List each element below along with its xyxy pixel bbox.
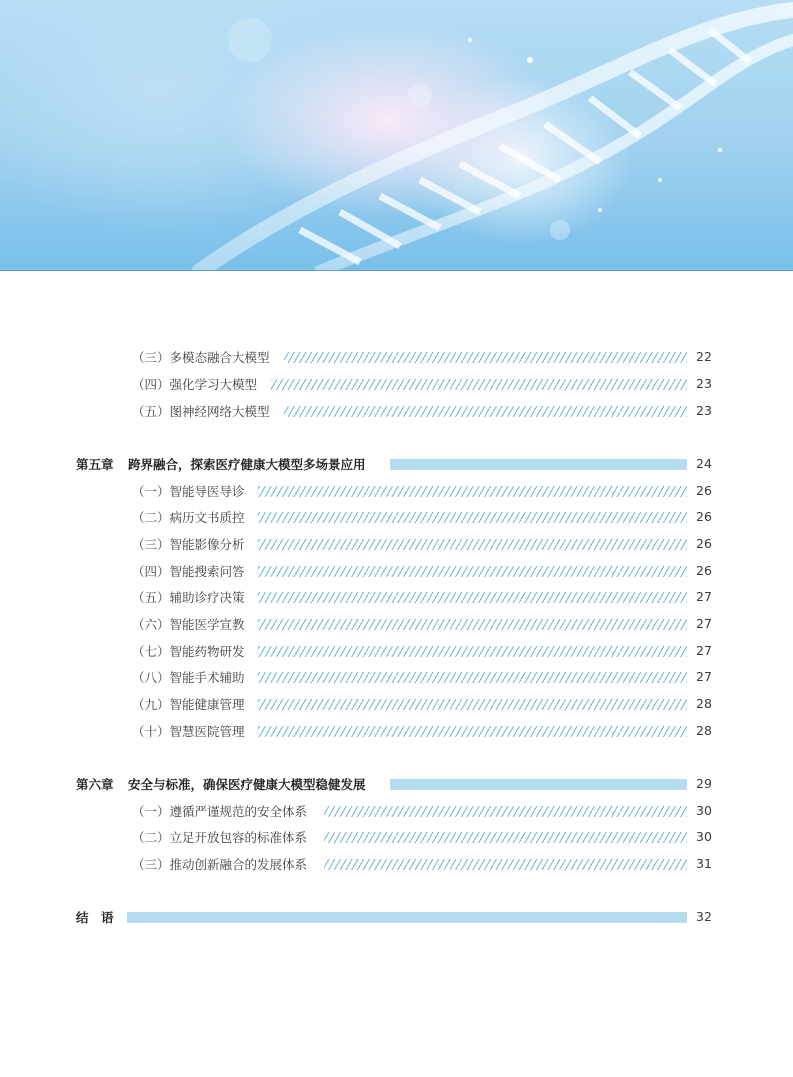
toc-entry-label: （一）智能导医导诊 xyxy=(132,484,245,499)
toc-leader-hatched xyxy=(258,646,687,657)
toc-entry-page: 27 xyxy=(696,643,712,658)
toc-leader-hatched xyxy=(258,539,687,550)
chapter-number: 第六章 xyxy=(76,777,114,792)
toc-leader-hatched xyxy=(324,859,687,870)
toc-entry[interactable] xyxy=(132,562,722,580)
toc-entry[interactable] xyxy=(132,668,722,686)
toc-entry[interactable] xyxy=(132,508,722,526)
chapter-title: 跨界融合，探索医疗健康大模型多场景应用 xyxy=(128,457,366,472)
toc-entry-page: 26 xyxy=(696,509,712,524)
toc-entry-page: 23 xyxy=(696,376,712,391)
toc-leader-hatched xyxy=(284,352,687,363)
toc-entry[interactable] xyxy=(132,535,722,553)
toc-entry-page: 27 xyxy=(696,589,712,604)
toc-leader-hatched xyxy=(258,699,687,710)
toc-entry[interactable] xyxy=(132,722,722,740)
toc-leader-hatched xyxy=(258,619,687,630)
toc-entry-page: 26 xyxy=(696,483,712,498)
toc-leader-hatched xyxy=(258,512,687,523)
toc-entry-label: （五）辅助诊疗决策 xyxy=(132,590,245,605)
chapter-number: 第五章 xyxy=(76,457,114,472)
toc-entry-label: （七）智能药物研发 xyxy=(132,644,245,659)
toc-entry-page: 27 xyxy=(696,669,712,684)
toc-leader-hatched xyxy=(324,806,687,817)
toc-entry[interactable] xyxy=(132,695,722,713)
toc-entry[interactable] xyxy=(132,855,722,873)
toc-leader-hatched xyxy=(258,726,687,737)
toc-entry-label: （九）智能健康管理 xyxy=(132,697,245,712)
header-banner-image xyxy=(0,0,793,271)
chapter-title: 安全与标准，确保医疗健康大模型稳健发展 xyxy=(128,777,366,792)
toc-entry-page: 23 xyxy=(696,403,712,418)
toc-entry-page: 31 xyxy=(696,856,712,871)
toc-leader-bar xyxy=(127,912,687,923)
toc-entry-label: （三）多模态融合大模型 xyxy=(132,350,270,365)
toc-leader-hatched xyxy=(258,672,687,683)
toc-leader-hatched xyxy=(258,566,687,577)
toc-leader-hatched xyxy=(258,592,687,603)
toc-chapter-6[interactable] xyxy=(76,775,722,793)
toc-entry-page: 24 xyxy=(696,456,712,471)
toc-entry-label: （六）智能医学宣教 xyxy=(132,617,245,632)
toc-entry-page: 29 xyxy=(696,776,712,791)
toc-entry[interactable] xyxy=(132,375,722,393)
toc-entry-label: （四）智能搜索问答 xyxy=(132,564,245,579)
toc-entry[interactable] xyxy=(132,615,722,633)
toc-entry-page: 26 xyxy=(696,563,712,578)
banner-divider xyxy=(0,270,793,271)
conclusion-title: 结 语 xyxy=(76,910,114,925)
toc-entry-page: 28 xyxy=(696,723,712,738)
toc-entry[interactable] xyxy=(132,828,722,846)
toc-entry-label: （二）立足开放包容的标准体系 xyxy=(132,830,308,845)
toc-entry[interactable] xyxy=(132,482,722,500)
toc-entry[interactable] xyxy=(132,588,722,606)
toc-entry-label: （十）智慧医院管理 xyxy=(132,724,245,739)
toc-entry-page: 26 xyxy=(696,536,712,551)
toc-entry-page: 27 xyxy=(696,616,712,631)
toc-entry-page: 30 xyxy=(696,803,712,818)
toc-chapter-5[interactable] xyxy=(76,455,722,473)
toc-entry-page: 28 xyxy=(696,696,712,711)
toc-entry-label: （三）推动创新融合的发展体系 xyxy=(132,857,308,872)
toc-leader-hatched xyxy=(284,406,687,417)
toc-entry-label: （五）图神经网络大模型 xyxy=(132,404,270,419)
toc-leader-bar xyxy=(390,459,687,470)
toc-entry[interactable] xyxy=(132,642,722,660)
toc-entry-page: 32 xyxy=(696,909,712,924)
toc-entry[interactable] xyxy=(132,802,722,820)
toc-entry-label: （八）智能手术辅助 xyxy=(132,670,245,685)
toc-entry-label: （二）病历文书质控 xyxy=(132,510,245,525)
toc-entry[interactable] xyxy=(132,402,722,420)
dna-helix-illustration xyxy=(0,0,793,271)
toc-entry-page: 30 xyxy=(696,829,712,844)
toc-leader-bar xyxy=(390,779,687,790)
toc-leader-hatched xyxy=(258,486,687,497)
toc-entry-label: （三）智能影像分析 xyxy=(132,537,245,552)
toc-entry-label: （一）遵循严谨规范的安全体系 xyxy=(132,804,308,819)
toc-leader-hatched xyxy=(271,379,687,390)
toc-entry-label: （四）强化学习大模型 xyxy=(132,377,258,392)
toc-conclusion[interactable] xyxy=(76,908,722,926)
toc-leader-hatched xyxy=(324,832,687,843)
toc-entry[interactable] xyxy=(132,348,722,366)
toc-entry-page: 22 xyxy=(696,349,712,364)
